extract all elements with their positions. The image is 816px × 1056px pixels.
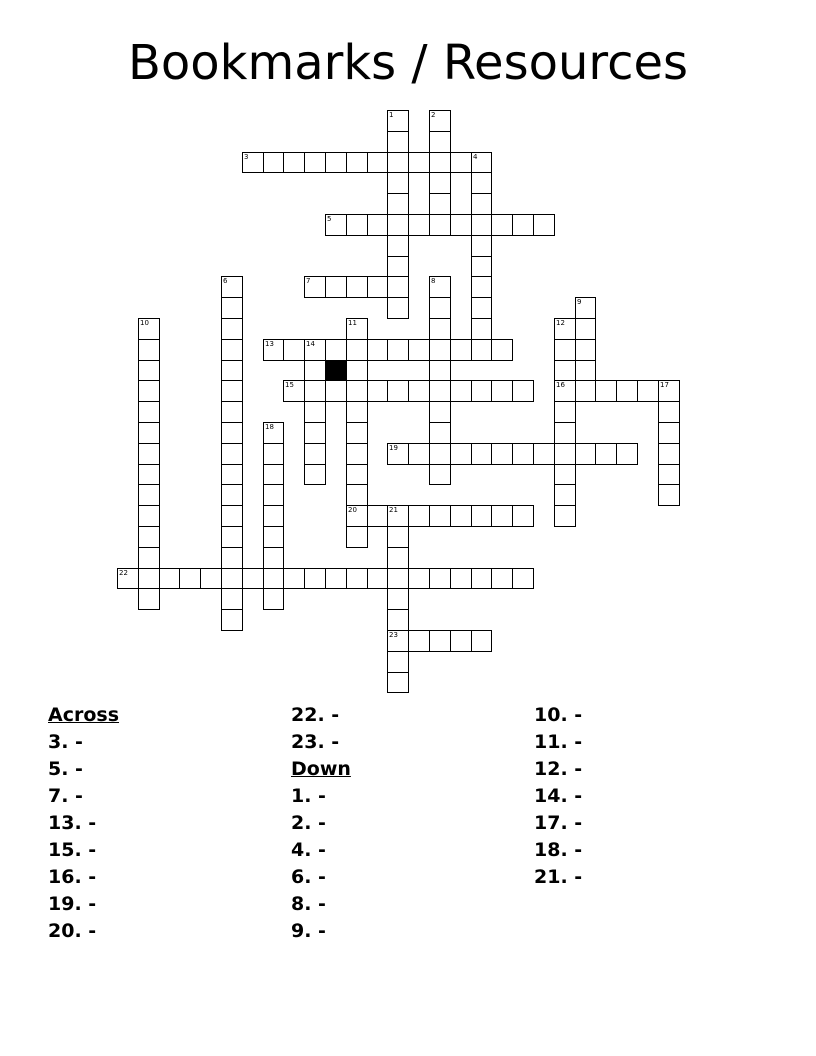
clue-number: 6	[223, 277, 228, 285]
grid-cell[interactable]	[408, 380, 430, 402]
grid-cell[interactable]	[429, 380, 451, 402]
grid-cell[interactable]	[387, 339, 409, 361]
grid-cell[interactable]	[554, 422, 576, 444]
grid-cell[interactable]	[138, 318, 160, 340]
down-clue: 12. -	[534, 758, 583, 780]
grid-cell[interactable]	[429, 505, 451, 527]
grid-cell[interactable]	[242, 152, 264, 173]
grid-cell[interactable]	[471, 380, 492, 402]
grid-cell[interactable]	[637, 380, 659, 402]
across-clue: 3. -	[48, 731, 83, 753]
grid-cell[interactable]	[242, 568, 264, 589]
down-clue: 8. -	[291, 893, 326, 915]
grid-cell[interactable]	[387, 588, 409, 610]
grid-cell[interactable]	[221, 484, 243, 506]
grid-cell[interactable]	[408, 339, 430, 361]
grid-cell[interactable]	[221, 609, 243, 631]
grid-cell[interactable]	[346, 380, 368, 402]
grid-cell[interactable]	[554, 464, 576, 485]
grid-cell[interactable]	[471, 172, 492, 194]
grid-cell-blocked	[325, 360, 347, 381]
grid-cell[interactable]	[387, 297, 409, 319]
clue-number: 16	[556, 381, 565, 389]
grid-cell[interactable]	[512, 568, 534, 589]
down-clue: 2. -	[291, 812, 326, 834]
grid-cell[interactable]	[471, 568, 492, 589]
grid-cell[interactable]	[221, 526, 243, 548]
across-clue: 20. -	[48, 920, 97, 942]
grid-cell[interactable]	[471, 339, 492, 361]
across-clue: 13. -	[48, 812, 97, 834]
grid-cell[interactable]	[616, 443, 638, 465]
grid-cell[interactable]	[554, 318, 576, 340]
clue-column-3	[534, 702, 582, 891]
grid-cell[interactable]	[471, 443, 492, 465]
grid-cell[interactable]	[304, 339, 326, 361]
grid-cell[interactable]	[221, 422, 243, 444]
grid-cell[interactable]	[138, 484, 160, 506]
grid-cell[interactable]	[408, 443, 430, 465]
grid-cell[interactable]	[387, 172, 409, 194]
grid-cell[interactable]	[491, 214, 513, 236]
grid-cell[interactable]	[346, 505, 368, 527]
clue-number: 5	[327, 215, 332, 223]
clue-number: 13	[265, 340, 274, 348]
grid-cell[interactable]	[221, 401, 243, 423]
grid-cell[interactable]	[533, 443, 555, 465]
grid-cell[interactable]	[512, 443, 534, 465]
down-clue: 1. -	[291, 785, 326, 807]
grid-cell[interactable]	[658, 484, 680, 506]
grid-cell[interactable]	[554, 443, 576, 465]
grid-cell[interactable]	[429, 422, 451, 444]
grid-cell[interactable]	[450, 505, 472, 527]
grid-cell[interactable]	[325, 339, 347, 361]
grid-cell[interactable]	[471, 318, 492, 340]
grid-cell[interactable]	[138, 568, 160, 589]
grid-cell[interactable]	[387, 214, 409, 236]
grid-cell[interactable]	[471, 152, 492, 173]
grid-cell[interactable]	[346, 401, 368, 423]
grid-cell[interactable]	[450, 339, 472, 361]
across-heading: Across	[48, 704, 120, 726]
grid-cell[interactable]	[471, 256, 492, 277]
grid-cell[interactable]	[429, 297, 451, 319]
grid-cell[interactable]	[325, 214, 347, 236]
grid-cell[interactable]	[304, 152, 326, 173]
grid-cell[interactable]	[450, 568, 472, 589]
clue-number: 18	[265, 423, 274, 431]
grid-cell[interactable]	[200, 568, 222, 589]
clue-number: 22	[119, 569, 128, 577]
grid-cell[interactable]	[221, 360, 243, 381]
grid-cell[interactable]	[471, 630, 492, 652]
grid-cell[interactable]	[346, 568, 368, 589]
grid-cell[interactable]	[387, 505, 409, 527]
grid-cell[interactable]	[595, 443, 617, 465]
grid-cell[interactable]	[221, 443, 243, 465]
grid-cell[interactable]	[138, 422, 160, 444]
grid-cell[interactable]	[304, 443, 326, 465]
grid-cell[interactable]	[346, 422, 368, 444]
grid-cell[interactable]	[221, 276, 243, 298]
grid-cell[interactable]	[263, 339, 284, 361]
grid-cell[interactable]	[221, 568, 243, 589]
grid-cell[interactable]	[450, 443, 472, 465]
grid-cell[interactable]	[533, 214, 555, 236]
grid-cell[interactable]	[387, 672, 409, 693]
grid-cell[interactable]	[138, 443, 160, 465]
grid-cell[interactable]	[367, 276, 388, 298]
grid-cell[interactable]	[221, 297, 243, 319]
page-title: Bookmarks / Resources	[128, 35, 688, 91]
grid-cell[interactable]	[429, 568, 451, 589]
grid-cell[interactable]	[450, 630, 472, 652]
grid-cell[interactable]	[138, 380, 160, 402]
grid-cell[interactable]	[387, 380, 409, 402]
grid-cell[interactable]	[429, 110, 451, 132]
clue-number: 2	[431, 111, 436, 119]
grid-cell[interactable]	[575, 297, 596, 319]
clue-number: 19	[389, 444, 398, 452]
grid-cell[interactable]	[491, 443, 513, 465]
across-clue: 5. -	[48, 758, 83, 780]
grid-cell[interactable]	[387, 276, 409, 298]
grid-cell[interactable]	[263, 464, 284, 485]
grid-cell[interactable]	[346, 464, 368, 485]
grid-cell[interactable]	[304, 380, 326, 402]
grid-cell[interactable]	[138, 401, 160, 423]
grid-cell[interactable]	[263, 152, 284, 173]
grid-cell[interactable]	[263, 484, 284, 506]
grid-cell[interactable]	[117, 568, 139, 589]
clue-number: 8	[431, 277, 436, 285]
grid-cell[interactable]	[346, 443, 368, 465]
down-clue: 21. -	[534, 866, 583, 888]
clue-number: 4	[473, 153, 478, 161]
grid-cell[interactable]	[387, 443, 409, 465]
grid-cell[interactable]	[450, 380, 472, 402]
grid-cell[interactable]	[554, 505, 576, 527]
grid-cell[interactable]	[263, 505, 284, 527]
grid-cell[interactable]	[367, 568, 388, 589]
grid-cell[interactable]	[575, 339, 596, 361]
grid-cell[interactable]	[387, 547, 409, 569]
clue-number: 11	[348, 319, 357, 327]
clue-number: 12	[556, 319, 565, 327]
grid-cell[interactable]	[429, 339, 451, 361]
grid-cell[interactable]	[512, 214, 534, 236]
clue-number: 15	[285, 381, 294, 389]
grid-cell[interactable]	[387, 131, 409, 153]
grid-cell[interactable]	[429, 193, 451, 215]
grid-cell[interactable]	[346, 526, 368, 548]
grid-cell[interactable]	[595, 380, 617, 402]
grid-cell[interactable]	[658, 422, 680, 444]
grid-cell[interactable]	[387, 193, 409, 215]
grid-cell[interactable]	[346, 152, 368, 173]
grid-cell[interactable]	[471, 193, 492, 215]
grid-cell[interactable]	[658, 380, 680, 402]
grid-cell[interactable]	[263, 443, 284, 465]
grid-cell[interactable]	[221, 464, 243, 485]
grid-cell[interactable]	[283, 339, 305, 361]
grid-cell[interactable]	[263, 422, 284, 444]
grid-cell[interactable]	[387, 235, 409, 257]
across-clue: 23. -	[291, 731, 340, 753]
down-clue: 11. -	[534, 731, 583, 753]
clue-column-1	[48, 702, 119, 945]
grid-cell[interactable]	[346, 214, 368, 236]
grid-cell[interactable]	[387, 630, 409, 652]
grid-cell[interactable]	[179, 568, 201, 589]
across-clue: 15. -	[48, 839, 97, 861]
down-heading: Down	[291, 758, 351, 780]
grid-cell[interactable]	[325, 276, 347, 298]
grid-cell[interactable]	[575, 443, 596, 465]
grid-cell[interactable]	[346, 276, 368, 298]
grid-cell[interactable]	[429, 360, 451, 381]
grid-cell[interactable]	[304, 464, 326, 485]
grid-cell[interactable]	[221, 318, 243, 340]
grid-cell[interactable]	[554, 484, 576, 506]
grid-cell[interactable]	[658, 401, 680, 423]
grid-cell[interactable]	[408, 214, 430, 236]
grid-cell[interactable]	[491, 505, 513, 527]
grid-cell[interactable]	[616, 380, 638, 402]
grid-cell[interactable]	[346, 318, 368, 340]
grid-cell[interactable]	[304, 276, 326, 298]
grid-cell[interactable]	[575, 318, 596, 340]
grid-cell[interactable]	[429, 318, 451, 340]
grid-cell[interactable]	[138, 360, 160, 381]
grid-cell[interactable]	[429, 464, 451, 485]
grid-cell[interactable]	[367, 505, 388, 527]
clue-number: 9	[577, 298, 582, 306]
grid-cell[interactable]	[554, 380, 576, 402]
down-clue: 6. -	[291, 866, 326, 888]
grid-cell[interactable]	[512, 380, 534, 402]
clue-column-2	[291, 702, 351, 945]
grid-cell[interactable]	[387, 568, 409, 589]
grid-cell[interactable]	[138, 547, 160, 569]
grid-cell[interactable]	[159, 568, 180, 589]
grid-cell[interactable]	[554, 401, 576, 423]
grid-cell[interactable]	[387, 110, 409, 132]
clue-number: 23	[389, 631, 398, 639]
clue-number: 14	[306, 340, 315, 348]
grid-cell[interactable]	[491, 380, 513, 402]
grid-cell[interactable]	[221, 339, 243, 361]
grid-cell[interactable]	[263, 547, 284, 569]
grid-cell[interactable]	[471, 505, 492, 527]
grid-cell[interactable]	[471, 214, 492, 236]
grid-cell[interactable]	[554, 339, 576, 361]
grid-cell[interactable]	[471, 235, 492, 257]
grid-cell[interactable]	[512, 505, 534, 527]
grid-cell[interactable]	[138, 464, 160, 485]
grid-cell[interactable]	[658, 443, 680, 465]
across-clue: 19. -	[48, 893, 97, 915]
grid-cell[interactable]	[450, 214, 472, 236]
grid-cell[interactable]	[658, 464, 680, 485]
grid-cell[interactable]	[367, 380, 388, 402]
grid-cell[interactable]	[325, 380, 347, 402]
grid-cell[interactable]	[138, 339, 160, 361]
grid-cell[interactable]	[346, 360, 368, 381]
clue-number: 20	[348, 506, 357, 514]
grid-cell[interactable]	[554, 360, 576, 381]
grid-cell[interactable]	[304, 568, 326, 589]
grid-cell[interactable]	[387, 651, 409, 673]
grid-cell[interactable]	[221, 380, 243, 402]
grid-cell[interactable]	[471, 276, 492, 298]
grid-cell[interactable]	[138, 526, 160, 548]
down-clue: 14. -	[534, 785, 583, 807]
grid-cell[interactable]	[387, 526, 409, 548]
grid-cell[interactable]	[387, 256, 409, 277]
grid-cell[interactable]	[283, 568, 305, 589]
grid-cell[interactable]	[367, 152, 388, 173]
grid-cell[interactable]	[263, 526, 284, 548]
grid-cell[interactable]	[429, 630, 451, 652]
grid-cell[interactable]	[575, 380, 596, 402]
grid-cell[interactable]	[429, 172, 451, 194]
down-clue: 4. -	[291, 839, 326, 861]
across-clue: 16. -	[48, 866, 97, 888]
grid-cell[interactable]	[429, 443, 451, 465]
grid-cell[interactable]	[346, 339, 368, 361]
clue-number: 17	[660, 381, 669, 389]
grid-cell[interactable]	[387, 152, 409, 173]
clue-number: 3	[244, 153, 249, 161]
grid-cell[interactable]	[429, 152, 451, 173]
grid-cell[interactable]	[138, 588, 160, 610]
grid-cell[interactable]	[429, 214, 451, 236]
down-clue: 18. -	[534, 839, 583, 861]
grid-cell[interactable]	[325, 152, 347, 173]
clue-number: 10	[140, 319, 149, 327]
grid-cell[interactable]	[450, 152, 472, 173]
grid-cell[interactable]	[408, 152, 430, 173]
grid-cell[interactable]	[221, 547, 243, 569]
down-clue: 9. -	[291, 920, 326, 942]
grid-cell[interactable]	[346, 484, 368, 506]
grid-cell[interactable]	[491, 339, 513, 361]
grid-cell[interactable]	[575, 360, 596, 381]
grid-cell[interactable]	[387, 609, 409, 631]
grid-cell[interactable]	[408, 568, 430, 589]
grid-cell[interactable]	[491, 568, 513, 589]
clue-number: 1	[389, 111, 394, 119]
clue-number: 7	[306, 277, 311, 285]
grid-cell[interactable]	[304, 422, 326, 444]
grid-cell[interactable]	[367, 339, 388, 361]
down-clue: 17. -	[534, 812, 583, 834]
grid-cell[interactable]	[304, 360, 326, 381]
grid-cell[interactable]	[471, 297, 492, 319]
grid-cell[interactable]	[429, 131, 451, 153]
grid-cell[interactable]	[408, 630, 430, 652]
grid-cell[interactable]	[263, 588, 284, 610]
grid-cell[interactable]	[325, 568, 347, 589]
across-clue: 7. -	[48, 785, 83, 807]
grid-cell[interactable]	[138, 505, 160, 527]
grid-cell[interactable]	[367, 214, 388, 236]
grid-cell[interactable]	[408, 505, 430, 527]
grid-cell[interactable]	[304, 401, 326, 423]
grid-cell[interactable]	[221, 588, 243, 610]
grid-cell[interactable]	[283, 152, 305, 173]
grid-cell[interactable]	[263, 568, 284, 589]
grid-cell[interactable]	[283, 380, 305, 402]
grid-cell[interactable]	[429, 276, 451, 298]
clue-number: 21	[389, 506, 398, 514]
down-clue: 10. -	[534, 704, 583, 726]
grid-cell[interactable]	[221, 505, 243, 527]
grid-cell[interactable]	[429, 401, 451, 423]
across-clue: 22. -	[291, 704, 340, 726]
